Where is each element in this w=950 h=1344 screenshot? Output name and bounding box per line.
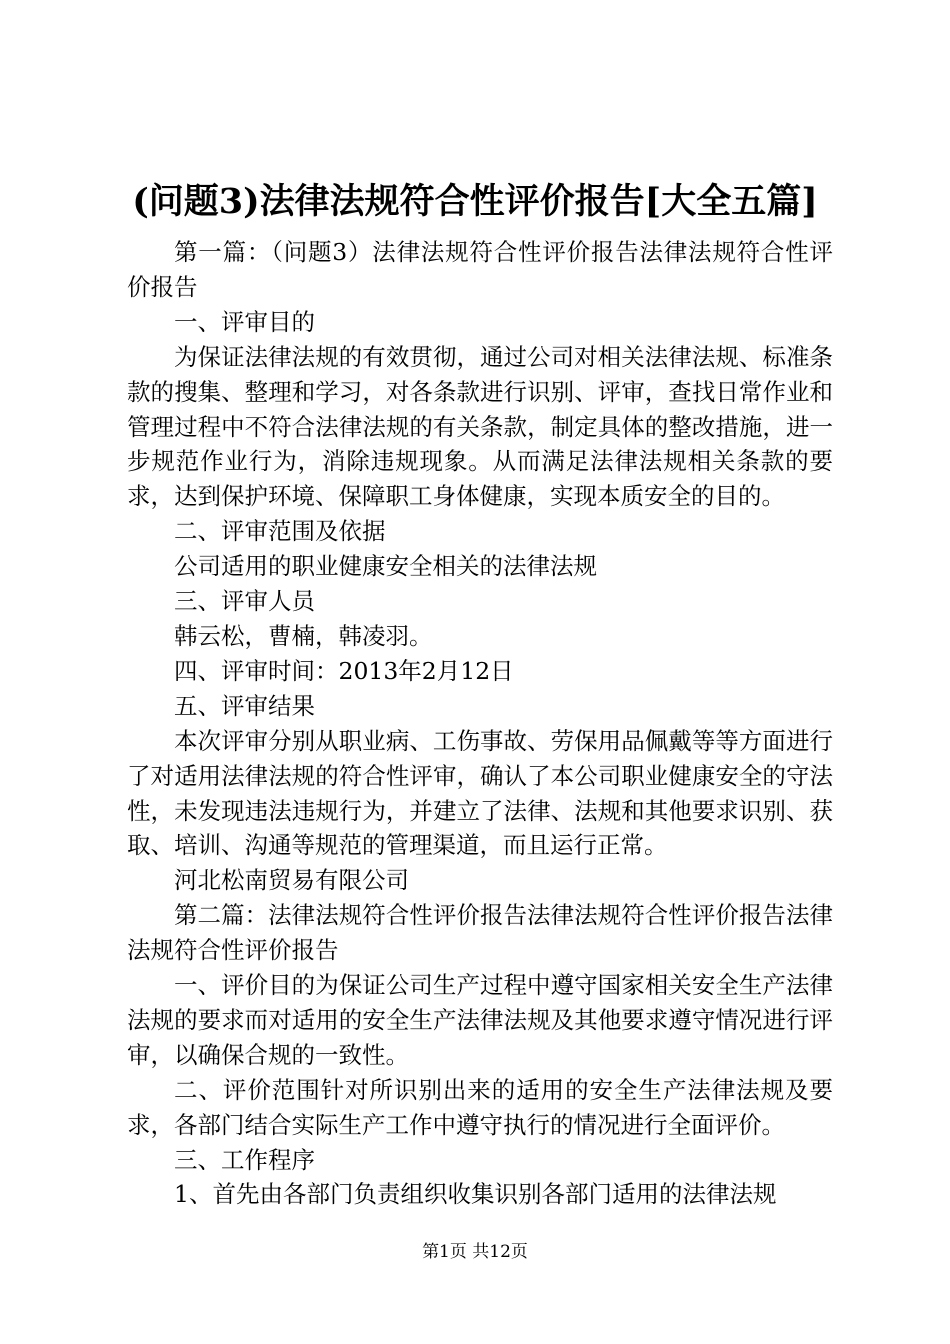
- company-name: 河北松南贸易有限公司: [174, 866, 409, 895]
- section-heading: 五、评审结果: [174, 691, 315, 720]
- paragraph: 一、评价目的为保证公司生产过程中遵守国家相关安全生产法律法规的要求而对适用的安全生产法律法规及其他要求遵守情况进行评审，以确保合规的一致性。: [127, 971, 833, 1069]
- paragraph: 公司适用的职业健康安全相关的法律法规: [174, 552, 597, 581]
- document-body: [127, 235, 833, 1212]
- section-heading: 二、评审范围及依据: [174, 517, 386, 546]
- section-heading: 三、工作程序: [174, 1145, 315, 1174]
- paragraph: 二、评价范围针对所识别出来的适用的安全生产法律法规及要求，各部门结合实际生产工作中遵守执行的情况进行全面评价。: [127, 1075, 833, 1139]
- section-heading: 一、评审目的: [174, 307, 315, 336]
- paragraph: 1、首先由各部门负责组织收集识别各部门适用的法律法规: [174, 1180, 777, 1209]
- paragraph: 第二篇：法律法规符合性评价报告法律法规符合性评价报告法律法规符合性评价报告: [127, 901, 833, 965]
- paragraph: 韩云松，曹楠，韩凌羽。: [174, 621, 433, 650]
- document-title: (问题3)法律法规符合性评价报告[大全五篇]: [132, 181, 818, 222]
- paragraph: 为保证法律法规的有效贯彻，通过公司对相关法律法规、标准条款的搜集、整理和学习，对各条款进行识别、评审，查找日常作业和管理过程中不符合法律法规的有关条款，制定具体的整改措施，进一步规范作业行为，消除违规现象。从而满足法律法规相关条款的要求，达到保护环境、保障职工身体健康，实现本质安全的目的。: [127, 342, 833, 511]
- page-footer: 第1页 共12页: [422, 1242, 528, 1262]
- paragraph: 本次评审分别从职业病、工伤事故、劳保用品佩戴等等方面进行了对适用法律法规的符合性评审，确认了本公司职业健康安全的守法性，未发现违法违规行为，并建立了法律、法规和其他要求识别、获取、培训、沟通等规范的管理渠道，而且运行正常。: [127, 726, 833, 860]
- paragraph: 第一篇：（问题3）法律法规符合性评价报告法律法规符合性评价报告: [127, 238, 833, 301]
- section-heading: 四、评审时间：2013年2月12日: [174, 656, 514, 685]
- section-heading: 三、评审人员: [174, 587, 315, 616]
